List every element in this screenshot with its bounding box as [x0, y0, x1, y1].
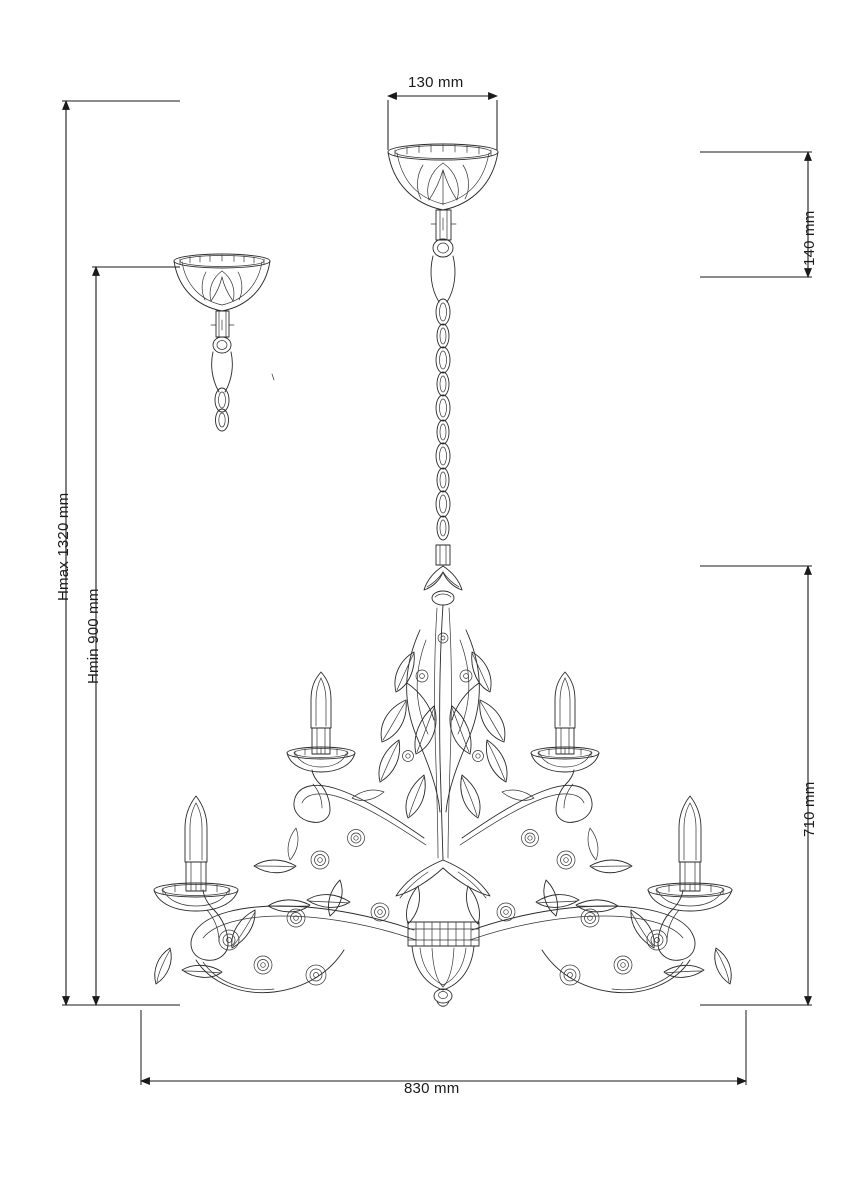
dimension-label-canopy-width: 130 mm — [408, 74, 464, 91]
dimension-label-overall-width: 830 mm — [404, 1080, 460, 1097]
dimension-label-height-max: Hmax 1320 mm — [55, 492, 72, 601]
central-bowl — [408, 922, 479, 1006]
canopy-assembly-main — [388, 144, 498, 302]
dimension-label-canopy-height: 140 mm — [801, 210, 818, 266]
suspension-chain — [436, 299, 450, 565]
dimension-label-body-height: 710 mm — [801, 781, 818, 837]
dimension-overall-width — [141, 1010, 746, 1085]
arm-lower-right — [470, 796, 732, 993]
dimension-body-height — [700, 566, 812, 1005]
dimension-label-height-min: Hmin 900 mm — [85, 588, 102, 684]
central-column-foliage — [379, 566, 507, 860]
dimension-canopy-width — [388, 96, 497, 150]
dimension-canopy-height — [700, 152, 812, 277]
arm-lower-left — [154, 796, 416, 993]
dimension-height-min — [92, 267, 180, 1005]
canopy-assembly-hmin — [174, 254, 274, 431]
dimension-height-max — [62, 101, 180, 1005]
center-foliage-spray — [396, 860, 490, 924]
